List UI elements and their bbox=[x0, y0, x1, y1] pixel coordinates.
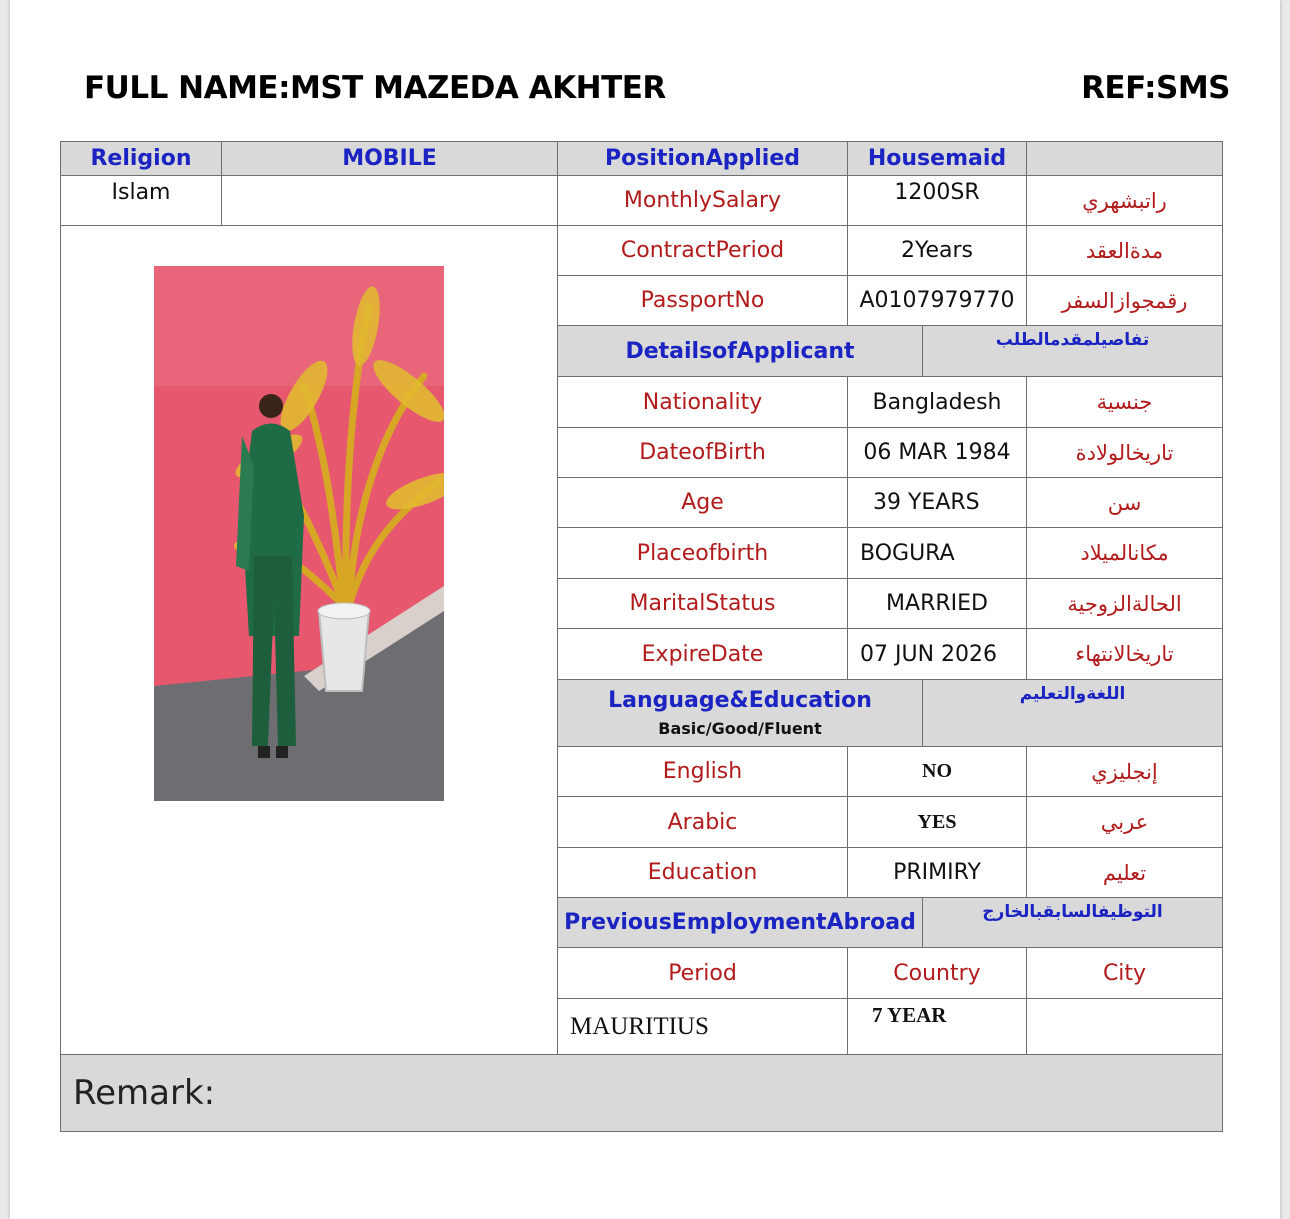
english-label: English bbox=[557, 746, 848, 797]
mobile-value bbox=[221, 175, 558, 226]
details-section-arabic: تفاصيلمقدمالطلب bbox=[922, 325, 1223, 377]
applicant-photo bbox=[154, 266, 444, 801]
religion-value: Islam bbox=[60, 175, 222, 226]
dob-value: 06 MAR 1984 bbox=[847, 427, 1027, 478]
dob-label: DateofBirth bbox=[557, 427, 848, 478]
age-value: 39 YEARS bbox=[847, 477, 1027, 528]
english-arabic: إنجليزي bbox=[1026, 746, 1223, 797]
employment-section-arabic: التوظيفالسابقبالخارج bbox=[922, 897, 1223, 948]
employment-period-header: Period bbox=[557, 947, 848, 999]
dob-arabic: تاريخالولادة bbox=[1026, 427, 1223, 478]
arabic-arabic: عربي bbox=[1026, 796, 1223, 848]
education-arabic: تعليم bbox=[1026, 847, 1223, 898]
employment-city-header: City bbox=[1026, 947, 1223, 999]
age-label: Age bbox=[557, 477, 848, 528]
contract-value: 2Years bbox=[847, 225, 1027, 276]
pob-label: Placeofbirth bbox=[557, 527, 848, 579]
nationality-arabic: جنسية bbox=[1026, 376, 1223, 428]
religion-label: Religion bbox=[60, 141, 222, 176]
passport-arabic: رقمجوازالسفر bbox=[1026, 275, 1223, 326]
nationality-value: Bangladesh bbox=[847, 376, 1027, 428]
pob-value: BOGURA bbox=[847, 527, 1027, 579]
age-arabic: سن bbox=[1026, 477, 1223, 528]
marital-arabic: الحالةالزوجية bbox=[1026, 578, 1223, 629]
passport-value: A0107979770 bbox=[847, 275, 1027, 326]
employment-city-value bbox=[1026, 998, 1223, 1055]
nationality-label: Nationality bbox=[557, 376, 848, 428]
salary-label: MonthlySalary bbox=[557, 175, 848, 226]
remark-field: Remark: bbox=[60, 1054, 1223, 1132]
education-label: Education bbox=[557, 847, 848, 898]
employment-section-label: PreviousEmploymentAbroad bbox=[557, 897, 923, 948]
employment-country-value: MAURITIUS bbox=[557, 998, 848, 1055]
language-section bbox=[557, 679, 923, 747]
marital-label: MaritalStatus bbox=[557, 578, 848, 629]
full-name-heading: FULL NAME:MST MAZEDA AKHTER bbox=[84, 70, 666, 106]
ref-heading: REF:SMS bbox=[1081, 70, 1230, 106]
salary-arabic: راتبشهري bbox=[1026, 175, 1223, 226]
language-section-arabic: اللغةوالتعليم bbox=[922, 679, 1223, 747]
mobile-label: MOBILE bbox=[221, 141, 558, 176]
position-applied-value: Housemaid bbox=[847, 141, 1027, 176]
applicant-photo-image bbox=[154, 266, 444, 801]
english-value: NO bbox=[847, 746, 1027, 797]
arabic-label: Arabic bbox=[557, 796, 848, 848]
language-section-sub: Basic/Good/Fluent bbox=[658, 719, 822, 738]
expire-label: ExpireDate bbox=[557, 628, 848, 680]
marital-value: MARRIED bbox=[847, 578, 1027, 629]
pob-arabic: مكانالميلاد bbox=[1026, 527, 1223, 579]
expire-arabic: تاريخالانتهاء bbox=[1026, 628, 1223, 680]
contract-arabic: مدةالعقد bbox=[1026, 225, 1223, 276]
employment-country-header: Country bbox=[847, 947, 1027, 999]
education-value: PRIMIRY bbox=[847, 847, 1027, 898]
salary-value: 1200SR bbox=[847, 175, 1027, 226]
language-section-label: Language&Education bbox=[608, 688, 872, 713]
employment-period-value: 7 YEAR bbox=[847, 998, 1027, 1055]
details-section-label: DetailsofApplicant bbox=[557, 325, 923, 377]
passport-label: PassportNo bbox=[557, 275, 848, 326]
cv-page bbox=[10, 0, 1280, 1219]
position-arabic-empty bbox=[1026, 141, 1223, 176]
expire-value: 07 JUN 2026 bbox=[847, 628, 1027, 680]
arabic-value: YES bbox=[847, 796, 1027, 848]
position-applied-label: PositionApplied bbox=[557, 141, 848, 176]
contract-label: ContractPeriod bbox=[557, 225, 848, 276]
